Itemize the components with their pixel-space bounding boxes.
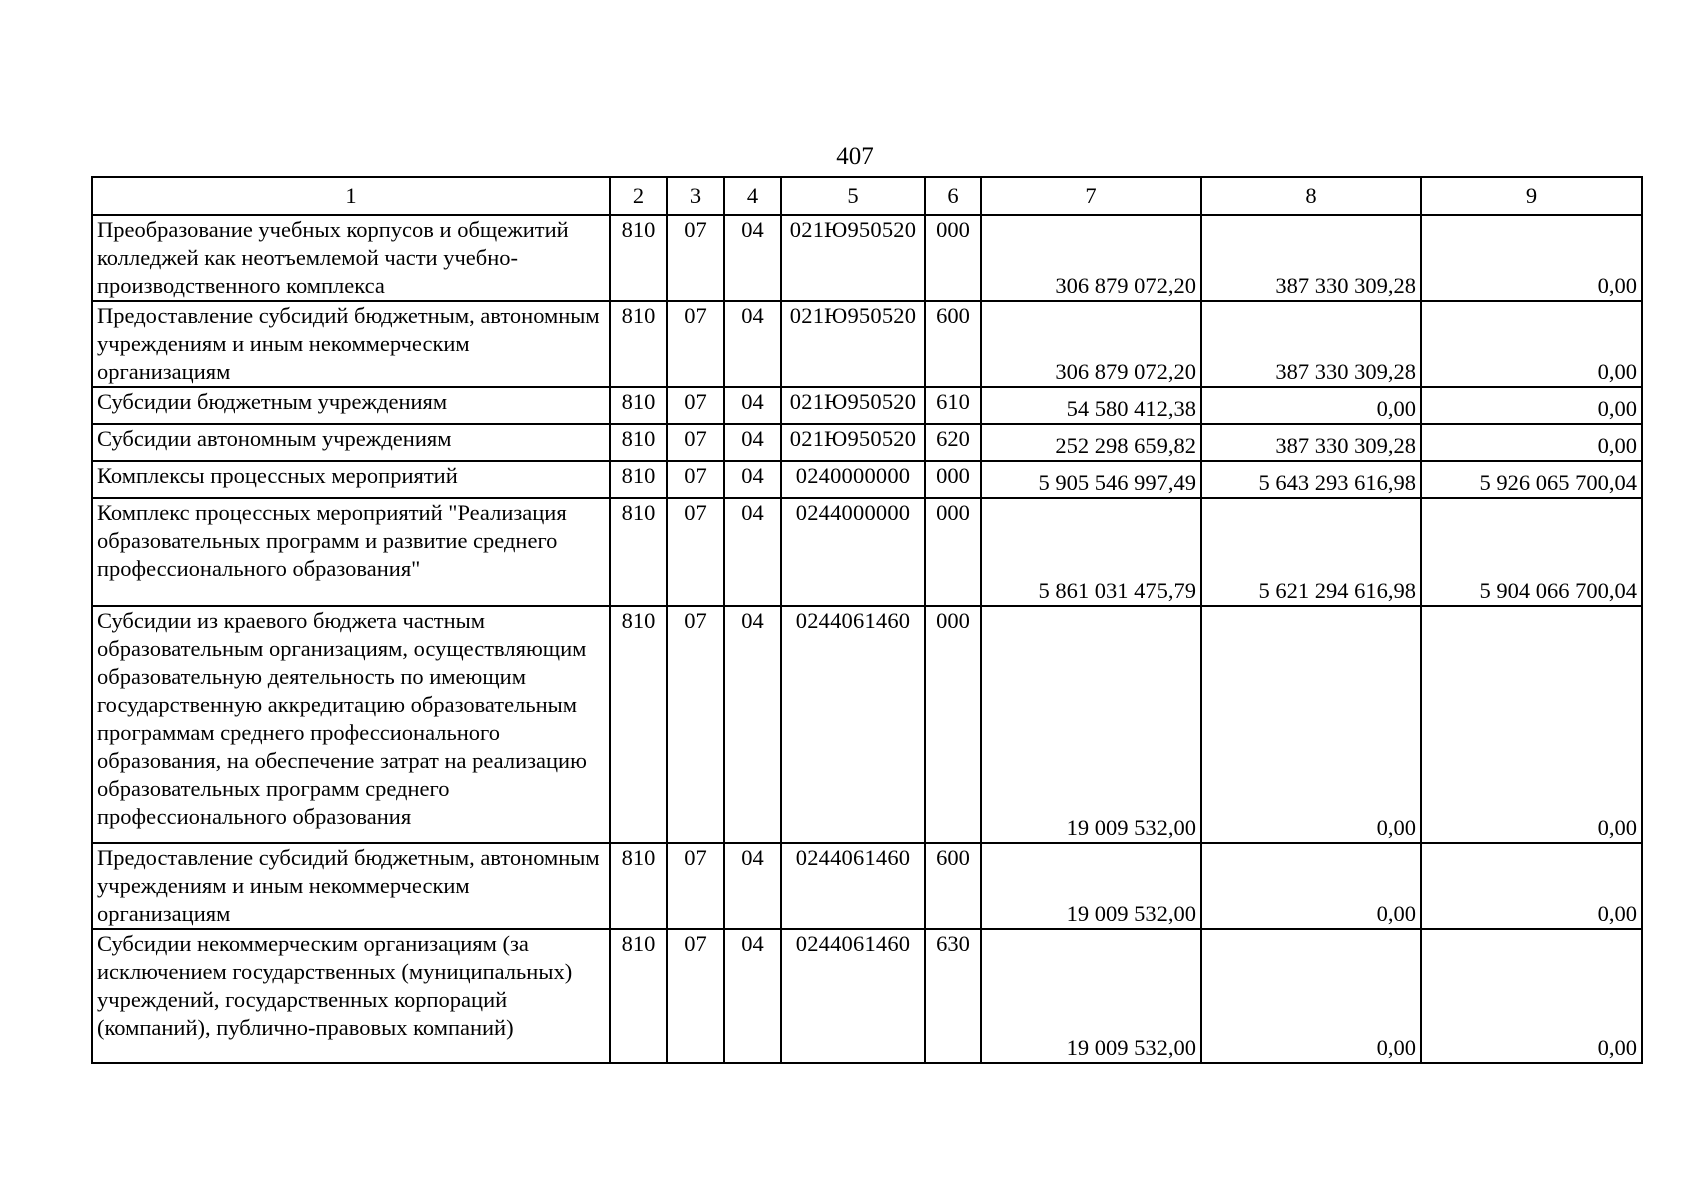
amount-year3-cell: 0,00 [1421, 215, 1642, 301]
subsection-code-cell: 04 [724, 843, 781, 929]
grbs-code-cell: 810 [610, 606, 667, 843]
amount-year1-cell: 19 009 532,00 [981, 843, 1201, 929]
table-row [92, 498, 1642, 606]
amount-year1-cell: 5 861 031 475,79 [981, 498, 1201, 606]
amount-year3-cell: 5 904 066 700,04 [1421, 498, 1642, 606]
table-row [92, 215, 1642, 301]
expense-type-cell: 000 [925, 215, 981, 301]
section-code-cell: 07 [667, 843, 724, 929]
grbs-code-cell: 810 [610, 424, 667, 461]
column-header: 7 [981, 177, 1201, 215]
budget-table [91, 176, 1643, 1064]
grbs-code-cell: 810 [610, 387, 667, 424]
column-header: 8 [1201, 177, 1421, 215]
section-code-cell: 07 [667, 929, 724, 1063]
section-code-cell: 07 [667, 606, 724, 843]
target-article-cell: 0244061460 [781, 929, 925, 1063]
column-header: 5 [781, 177, 925, 215]
header-row [92, 177, 1642, 215]
subsection-code-cell: 04 [724, 929, 781, 1063]
subsection-code-cell: 04 [724, 498, 781, 606]
amount-year1-cell: 306 879 072,20 [981, 301, 1201, 387]
amount-year3-cell: 0,00 [1421, 301, 1642, 387]
section-code-cell: 07 [667, 424, 724, 461]
row-name-cell: Предоставление субсидий бюджетным, автономным учреждениям и иным некоммерческим организациям [92, 843, 610, 929]
amount-year2-cell: 387 330 309,28 [1201, 424, 1421, 461]
table-row [92, 461, 1642, 498]
column-header: 3 [667, 177, 724, 215]
row-name-cell: Комплексы процессных мероприятий [92, 461, 610, 498]
column-header: 4 [724, 177, 781, 215]
target-article-cell: 021Ю950520 [781, 215, 925, 301]
amount-year1-cell: 252 298 659,82 [981, 424, 1201, 461]
column-header: 6 [925, 177, 981, 215]
table-row [92, 424, 1642, 461]
amount-year1-cell: 306 879 072,20 [981, 215, 1201, 301]
target-article-cell: 0244061460 [781, 843, 925, 929]
amount-year3-cell: 0,00 [1421, 424, 1642, 461]
row-name-cell: Комплекс процессных мероприятий "Реализация образовательных программ и развитие среднего профессионального образования" [92, 498, 610, 606]
row-name-cell: Предоставление субсидий бюджетным, автономным учреждениям и иным некоммерческим организациям [92, 301, 610, 387]
section-code-cell: 07 [667, 301, 724, 387]
amount-year1-cell: 5 905 546 997,49 [981, 461, 1201, 498]
expense-type-cell: 000 [925, 461, 981, 498]
grbs-code-cell: 810 [610, 301, 667, 387]
table-row [92, 301, 1642, 387]
target-article-cell: 0244061460 [781, 606, 925, 843]
table-row [92, 606, 1642, 843]
grbs-code-cell: 810 [610, 929, 667, 1063]
amount-year3-cell: 0,00 [1421, 843, 1642, 929]
column-header: 9 [1421, 177, 1642, 215]
amount-year2-cell: 0,00 [1201, 843, 1421, 929]
target-article-cell: 0244000000 [781, 498, 925, 606]
section-code-cell: 07 [667, 387, 724, 424]
subsection-code-cell: 04 [724, 424, 781, 461]
subsection-code-cell: 04 [724, 301, 781, 387]
expense-type-cell: 000 [925, 606, 981, 843]
amount-year1-cell: 19 009 532,00 [981, 929, 1201, 1063]
column-header: 2 [610, 177, 667, 215]
subsection-code-cell: 04 [724, 215, 781, 301]
section-code-cell: 07 [667, 461, 724, 498]
amount-year2-cell: 0,00 [1201, 606, 1421, 843]
section-code-cell: 07 [667, 215, 724, 301]
column-header: 1 [92, 177, 610, 215]
amount-year2-cell: 387 330 309,28 [1201, 215, 1421, 301]
grbs-code-cell: 810 [610, 215, 667, 301]
amount-year3-cell: 0,00 [1421, 387, 1642, 424]
target-article-cell: 0240000000 [781, 461, 925, 498]
page-number: 407 [836, 143, 874, 170]
row-name-cell: Субсидии из краевого бюджета частным образовательным организациям, осуществляющим образовательную деятельность по имеющим государственную аккредитацию образовательным программам среднего профессионального образования, на обеспечение затрат на реализацию образовательных программ среднего профессионального образования [92, 606, 610, 843]
amount-year2-cell: 0,00 [1201, 929, 1421, 1063]
subsection-code-cell: 04 [724, 461, 781, 498]
subsection-code-cell: 04 [724, 606, 781, 843]
subsection-code-cell: 04 [724, 387, 781, 424]
amount-year3-cell: 0,00 [1421, 929, 1642, 1063]
row-name-cell: Преобразование учебных корпусов и общежитий колледжей как неотъемлемой части учебно-производственного комплекса [92, 215, 610, 301]
grbs-code-cell: 810 [610, 498, 667, 606]
expense-type-cell: 600 [925, 301, 981, 387]
grbs-code-cell: 810 [610, 461, 667, 498]
amount-year1-cell: 54 580 412,38 [981, 387, 1201, 424]
row-name-cell: Субсидии некоммерческим организациям (за исключением государственных (муниципальных) учреждений, государственных корпораций (компаний), публично-правовых компаний) [92, 929, 610, 1063]
table-row [92, 843, 1642, 929]
amount-year2-cell: 5 643 293 616,98 [1201, 461, 1421, 498]
amount-year2-cell: 387 330 309,28 [1201, 301, 1421, 387]
amount-year3-cell: 5 926 065 700,04 [1421, 461, 1642, 498]
target-article-cell: 021Ю950520 [781, 387, 925, 424]
amount-year2-cell: 0,00 [1201, 387, 1421, 424]
amount-year2-cell: 5 621 294 616,98 [1201, 498, 1421, 606]
section-code-cell: 07 [667, 498, 724, 606]
row-name-cell: Субсидии автономным учреждениям [92, 424, 610, 461]
expense-type-cell: 600 [925, 843, 981, 929]
expense-type-cell: 610 [925, 387, 981, 424]
row-name-cell: Субсидии бюджетным учреждениям [92, 387, 610, 424]
table-row [92, 929, 1642, 1063]
target-article-cell: 021Ю950520 [781, 424, 925, 461]
table-row [92, 387, 1642, 424]
expense-type-cell: 630 [925, 929, 981, 1063]
amount-year3-cell: 0,00 [1421, 606, 1642, 843]
amount-year1-cell: 19 009 532,00 [981, 606, 1201, 843]
target-article-cell: 021Ю950520 [781, 301, 925, 387]
grbs-code-cell: 810 [610, 843, 667, 929]
expense-type-cell: 620 [925, 424, 981, 461]
expense-type-cell: 000 [925, 498, 981, 606]
